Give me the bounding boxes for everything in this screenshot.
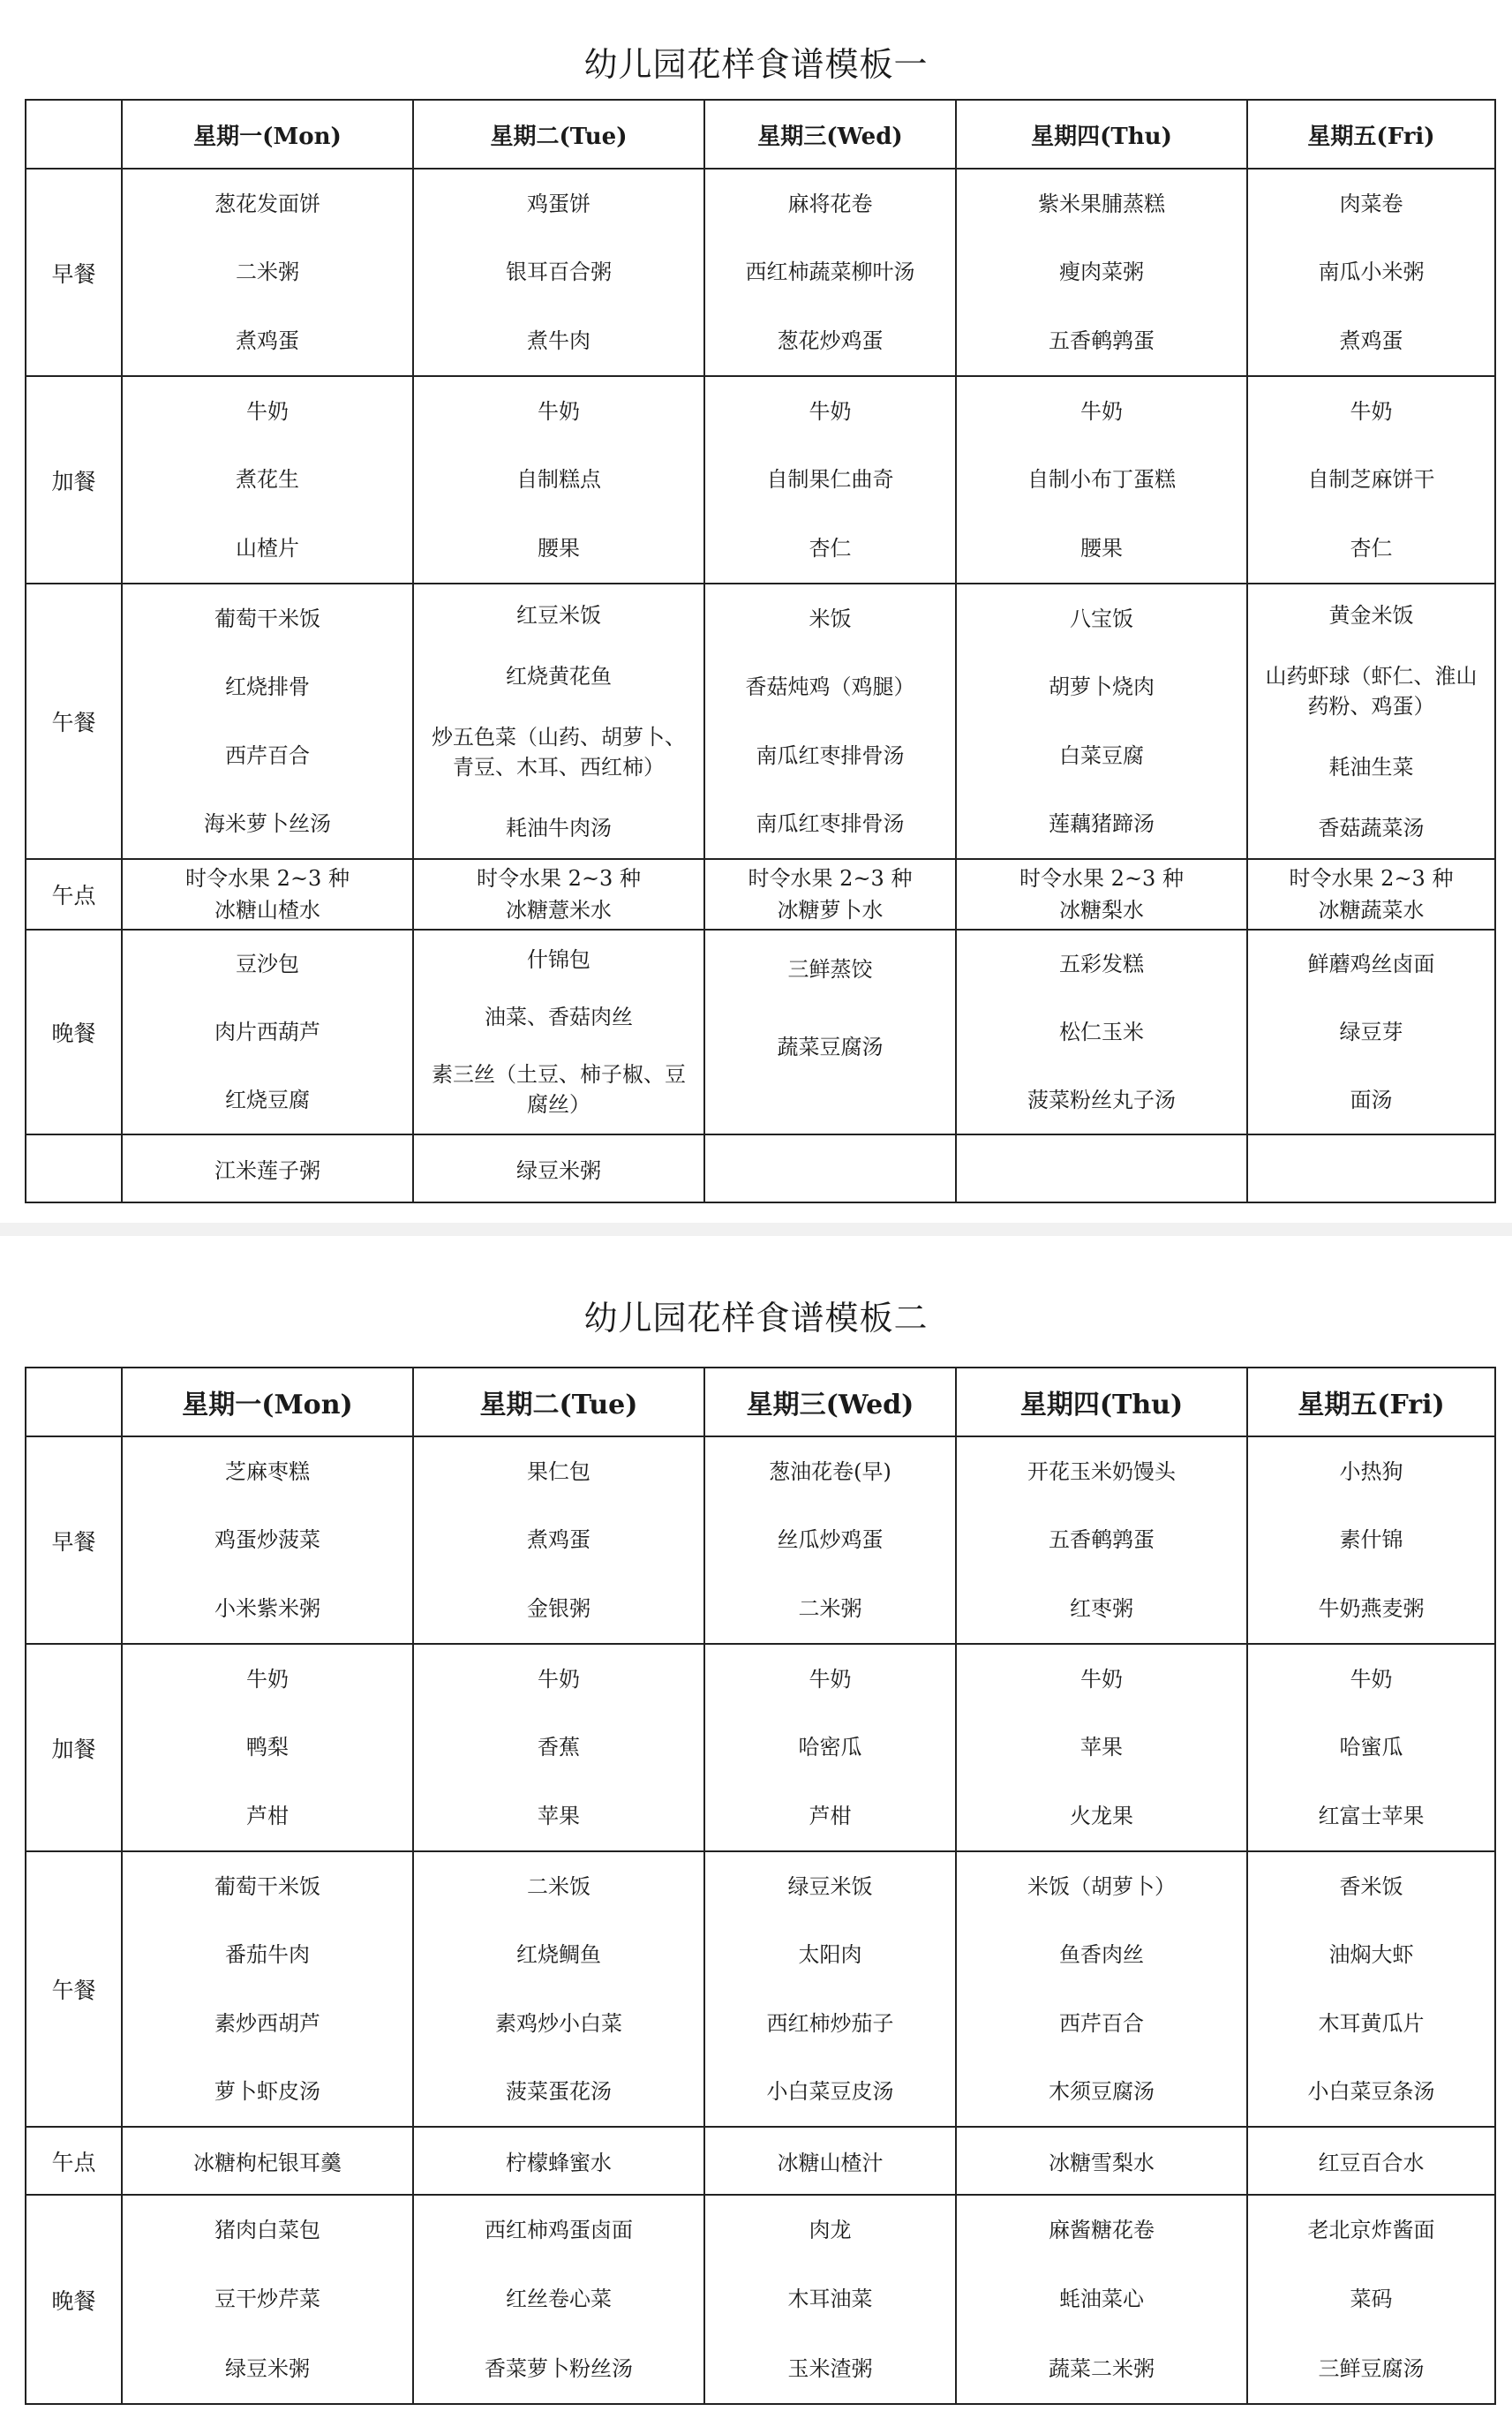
dish: 木须豆腐汤	[1049, 2079, 1155, 2105]
dish: 哈密瓜	[798, 1735, 862, 1760]
dish: 葡萄干米饭	[214, 606, 320, 631]
menu-table	[25, 1367, 1496, 2405]
dish: 三鲜豆腐汤	[1318, 2355, 1425, 2381]
dish: 芦柑	[809, 1804, 852, 1829]
dish: 萝卜虾皮汤	[214, 2079, 320, 2105]
day-header: 星期一(Mon)	[122, 1368, 413, 1436]
day-header: 星期四(Thu)	[956, 1368, 1247, 1436]
dish: 冰糖萝卜水	[777, 898, 884, 923]
dish: 绿豆米饭	[787, 1873, 873, 1899]
dish: 肉菜卷	[1339, 191, 1403, 216]
dish: 木耳油菜	[787, 2287, 873, 2312]
dish: 牛奶	[809, 398, 852, 424]
dish: 猪肉白菜包	[214, 2218, 320, 2243]
dinner-row	[26, 930, 1495, 1134]
dish: 小米紫米粥	[214, 1596, 320, 1622]
dish: 腰果	[538, 536, 580, 561]
snack-row	[26, 376, 1495, 584]
dish: 西红柿鸡蛋卤面	[485, 2218, 633, 2243]
snack-row	[26, 1644, 1495, 1851]
dish: 莲藕猪蹄汤	[1049, 811, 1155, 837]
dish: 火龙果	[1070, 1804, 1133, 1829]
dish: 香菜萝卜粉丝汤	[485, 2355, 633, 2381]
dish: 牛奶	[809, 1666, 852, 1692]
dish: 海米萝卜丝汤	[204, 811, 331, 837]
dish: 香米饭	[1339, 1873, 1403, 1899]
dish: 牛奶	[1350, 1666, 1393, 1692]
dish: 五彩发糕	[1059, 952, 1144, 977]
dish: 冰糖梨水	[1059, 898, 1144, 923]
afternoon-snack-row	[26, 2127, 1495, 2195]
dish: 蔬菜豆腐汤	[777, 1035, 884, 1059]
dish: 绿豆米粥	[413, 1134, 704, 1202]
dish: 丝瓜炒鸡蛋	[777, 1527, 884, 1553]
dish: 鲜蘑鸡丝卤面	[1307, 952, 1435, 977]
dish: 紫米果脯蒸糕	[1038, 191, 1165, 216]
meal-label: 午点	[26, 859, 122, 930]
empty-cell	[956, 1134, 1247, 1202]
empty-cell	[704, 1134, 956, 1202]
dish: 红豆百合水	[1247, 2127, 1495, 2195]
dish: 西芹百合	[225, 742, 310, 768]
dish: 开花玉米奶馒头	[1027, 1458, 1176, 1484]
dish: 自制果仁曲奇	[766, 467, 894, 493]
menu-table	[25, 99, 1496, 1203]
dish: 油菜、香菇肉丝	[485, 1004, 633, 1029]
dish: 瘦肉菜粥	[1059, 260, 1144, 285]
meal-label: 晚餐	[26, 930, 122, 1134]
dish: 牛奶	[1080, 398, 1123, 424]
dish: 时令水果 2~3 种	[1019, 866, 1184, 891]
day-header: 星期三(Wed)	[704, 100, 956, 169]
dish: 菠菜蛋花汤	[506, 2079, 612, 2105]
dish: 牛奶燕麦粥	[1318, 1596, 1425, 1622]
meal-label: 午点	[26, 2127, 122, 2195]
dish: 南瓜小米粥	[1318, 260, 1425, 285]
dish: 绿豆米粥	[225, 2355, 310, 2381]
dish: 小热狗	[1339, 1458, 1403, 1484]
meal-label: 午餐	[26, 1851, 122, 2127]
day-header: 星期二(Tue)	[413, 1368, 704, 1436]
dish: 葱花发面饼	[214, 191, 320, 216]
dish: 煮牛肉	[527, 328, 591, 354]
dish: 木耳黄瓜片	[1318, 2010, 1425, 2036]
dish: 素什锦	[1339, 1527, 1403, 1553]
dish: 素鸡炒小白菜	[495, 2010, 622, 2036]
dish: 黄金米饭	[1328, 602, 1414, 628]
day-header: 星期三(Wed)	[704, 1368, 956, 1436]
dinner-extra-row	[26, 1134, 1495, 1202]
dish: 红烧鲷鱼	[516, 1942, 601, 1968]
dish: 米饭	[809, 606, 852, 631]
day-header: 星期四(Thu)	[956, 100, 1247, 169]
dish: 牛奶	[246, 1666, 289, 1692]
dish: 杏仁	[809, 536, 852, 561]
corner-cell	[26, 1368, 122, 1436]
dish: 山楂片	[236, 536, 299, 561]
header-row	[26, 100, 1495, 169]
dish: 松仁玉米	[1059, 1019, 1144, 1044]
lunch-row	[26, 584, 1495, 859]
dish: 肉片西葫芦	[214, 1019, 320, 1044]
empty-cell	[26, 1134, 122, 1202]
dish: 葱花炒鸡蛋	[777, 328, 884, 354]
dish: 牛奶	[538, 398, 580, 424]
dish: 冰糖雪梨水	[956, 2127, 1247, 2195]
dish: 红烧黄花鱼	[506, 663, 612, 689]
dish: 柠檬蜂蜜水	[413, 2127, 704, 2195]
dish: 鸭梨	[246, 1735, 289, 1760]
dish: 二米饭	[527, 1873, 591, 1899]
dish: 小白菜豆皮汤	[766, 2079, 894, 2105]
dish: 金银粥	[527, 1596, 591, 1622]
dish: 胡萝卜烧肉	[1049, 674, 1155, 700]
page-separator	[0, 1223, 1512, 1236]
empty-cell	[1247, 1134, 1495, 1202]
dish: 红烧豆腐	[225, 1087, 310, 1112]
dish: 玉米渣粥	[787, 2355, 873, 2381]
dish: 西红柿蔬菜柳叶汤	[745, 260, 915, 285]
dish: 时令水果 2~3 种	[477, 866, 641, 891]
dish: 南瓜红枣排骨汤	[756, 811, 905, 837]
dish: 太阳肉	[798, 1942, 862, 1968]
dish: 冰糖山楂汁	[704, 2127, 956, 2195]
dish: 红枣粥	[1070, 1596, 1133, 1622]
dish: 煮鸡蛋	[527, 1527, 591, 1553]
dish: 番茄牛肉	[225, 1942, 310, 1968]
dish: 哈蜜瓜	[1339, 1735, 1403, 1760]
page-title: 幼儿园花样食谱模板二	[583, 1299, 929, 1338]
dish: 腰果	[1080, 536, 1123, 561]
corner-cell	[26, 100, 122, 169]
dish: 煮鸡蛋	[1339, 328, 1403, 354]
dish: 银耳百合粥	[506, 260, 612, 285]
dish: 红丝卷心菜	[506, 2287, 612, 2312]
dish: 时令水果 2~3 种	[1289, 866, 1454, 891]
dish: 油焖大虾	[1328, 1942, 1414, 1968]
dish: 麻酱糖花卷	[1049, 2218, 1155, 2243]
dish: 苹果	[538, 1804, 580, 1829]
dish: 牛奶	[1080, 1666, 1123, 1692]
afternoon-snack-row	[26, 859, 1495, 930]
dish: 西芹百合	[1059, 2010, 1144, 2036]
dinner-row	[26, 2195, 1495, 2404]
dish: 米饭（胡萝卜）	[1027, 1873, 1176, 1899]
dish: 时令水果 2~3 种	[185, 866, 350, 891]
dish: 冰糖山楂水	[214, 898, 320, 923]
breakfast-row	[26, 1436, 1495, 1644]
dish: 葡萄干米饭	[214, 1873, 320, 1899]
dish: 红烧排骨	[225, 674, 310, 700]
dish: 南瓜红枣排骨汤	[756, 742, 905, 768]
dish: 牛奶	[538, 1666, 580, 1692]
day-header: 星期一(Mon)	[122, 100, 413, 169]
dish: 芝麻枣糕	[225, 1458, 310, 1484]
dish: 五香鹌鹑蛋	[1049, 328, 1155, 354]
meal-label: 早餐	[26, 1436, 122, 1644]
dish: 豆沙包	[236, 952, 299, 977]
dish: 香蕉	[538, 1735, 580, 1760]
dish: 牛奶	[246, 398, 289, 424]
header-row	[26, 1368, 1495, 1436]
dish: 菠菜粉丝丸子汤	[1027, 1087, 1176, 1112]
day-header: 星期五(Fri)	[1247, 100, 1495, 169]
dish: 耗油生菜	[1328, 754, 1414, 780]
dish: 自制芝麻饼干	[1307, 467, 1435, 493]
dish: 红富士苹果	[1318, 1804, 1425, 1829]
dish: 冰糖蔬菜水	[1318, 898, 1425, 923]
dish: 煮花生	[236, 467, 299, 493]
dish: 炒五色菜（山药、胡萝卜、青豆、木耳、西红柿）	[432, 724, 686, 780]
dish: 香菇炖鸡（鸡腿）	[745, 674, 915, 700]
dish: 老北京炸酱面	[1307, 2218, 1435, 2243]
dish: 冰糖枸杞银耳羹	[122, 2127, 413, 2195]
dish: 绿豆芽	[1339, 1019, 1403, 1044]
dish: 耗油牛肉汤	[506, 815, 612, 840]
dish: 果仁包	[527, 1458, 591, 1484]
dish: 西红柿炒茄子	[766, 2010, 894, 2036]
meal-label: 加餐	[26, 1644, 122, 1851]
dish: 山药虾球（虾仁、淮山药粉、鸡蛋）	[1265, 663, 1478, 719]
dish: 面汤	[1350, 1087, 1393, 1112]
lunch-row	[26, 1851, 1495, 2127]
day-header: 星期二(Tue)	[413, 100, 704, 169]
dish: 白菜豆腐	[1059, 742, 1144, 768]
dish: 江米莲子粥	[122, 1134, 413, 1202]
dish: 二米粥	[236, 260, 299, 285]
dish: 红豆米饭	[516, 602, 601, 628]
dish: 鸡蛋饼	[527, 191, 591, 216]
dish: 芦柑	[246, 1804, 289, 1829]
dish: 葱油花卷(早)	[769, 1458, 891, 1484]
day-header: 星期五(Fri)	[1247, 1368, 1495, 1436]
dish: 五香鹌鹑蛋	[1049, 1527, 1155, 1553]
menu-page-2	[0, 1236, 1512, 2419]
dish: 冰糖薏米水	[506, 898, 612, 923]
dish: 素三丝（土豆、柿子椒、豆腐丝）	[432, 1062, 686, 1118]
dish: 蚝油菜心	[1059, 2287, 1144, 2312]
dish: 素炒西胡芦	[214, 2010, 320, 2036]
dish: 什锦包	[527, 946, 591, 972]
dish: 鱼香肉丝	[1059, 1942, 1144, 1968]
dish: 肉龙	[809, 2218, 852, 2243]
meal-label: 午餐	[26, 584, 122, 859]
dish: 二米粥	[798, 1596, 862, 1622]
dish: 豆干炒芹菜	[214, 2287, 320, 2312]
meal-label: 早餐	[26, 169, 122, 376]
dish: 自制小布丁蛋糕	[1027, 467, 1176, 493]
dish: 三鲜蒸饺	[787, 957, 873, 982]
dish: 牛奶	[1350, 398, 1393, 424]
dish: 麻将花卷	[787, 191, 873, 216]
dish: 煮鸡蛋	[236, 328, 299, 354]
meal-label: 晚餐	[26, 2195, 122, 2404]
dish: 小白菜豆条汤	[1307, 2079, 1435, 2105]
dish: 自制糕点	[516, 467, 601, 493]
meal-label: 加餐	[26, 376, 122, 584]
dish: 鸡蛋炒菠菜	[214, 1527, 320, 1553]
dish: 杏仁	[1350, 536, 1393, 561]
dish: 时令水果 2~3 种	[748, 866, 913, 891]
breakfast-row	[26, 169, 1495, 376]
page-title: 幼儿园花样食谱模板一	[583, 45, 929, 84]
dish: 菜码	[1350, 2287, 1393, 2312]
dish: 苹果	[1080, 1735, 1123, 1760]
dish: 八宝饭	[1070, 606, 1133, 631]
dish: 香菇蔬菜汤	[1318, 815, 1425, 840]
dish: 蔬菜二米粥	[1049, 2355, 1155, 2381]
